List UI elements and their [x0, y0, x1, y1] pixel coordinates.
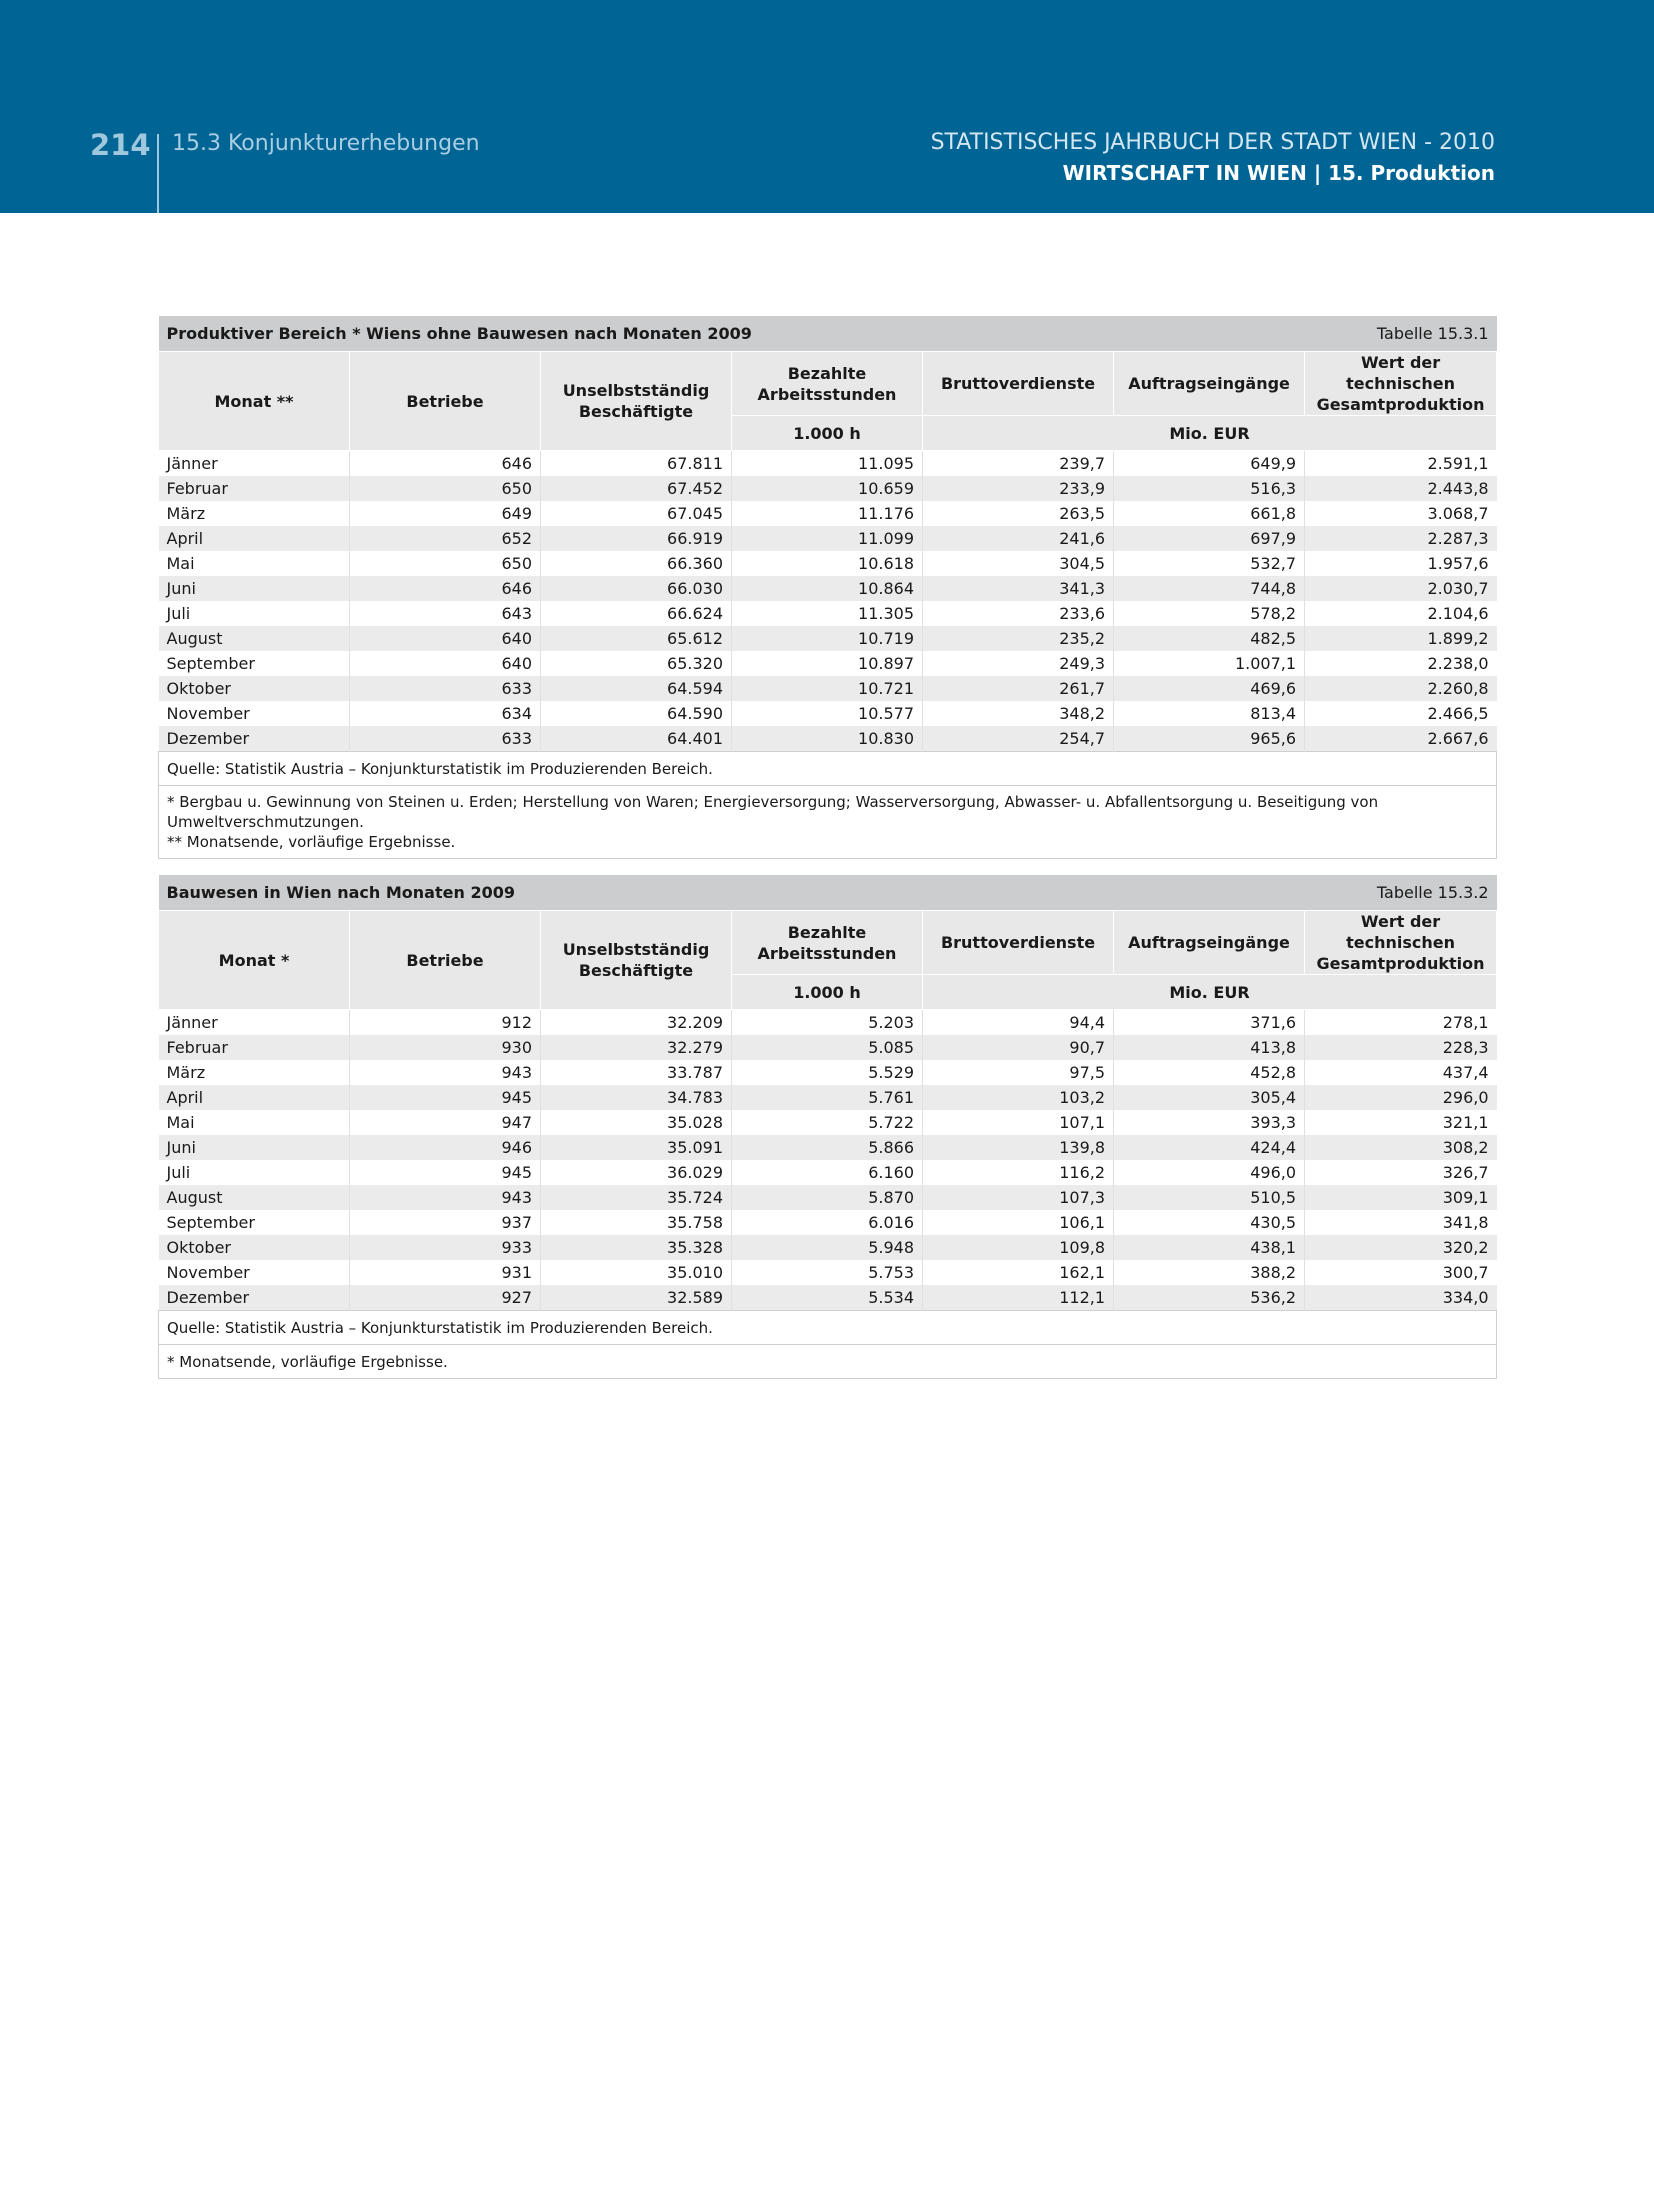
- unit-hours: 1.000 h: [732, 416, 923, 451]
- table-title: Produktiver Bereich * Wiens ohne Bauwesen nach Monaten 2009: [159, 316, 1114, 352]
- col-header-bruttoverdienste: Bruttoverdienste: [923, 352, 1114, 416]
- table-row: [159, 626, 1497, 651]
- unit-hours: 1.000 h: [732, 975, 923, 1010]
- value-cell: 326,7: [1442, 1163, 1489, 1182]
- value-cell: 94,4: [923, 1010, 1114, 1036]
- table-row: [159, 1235, 1497, 1260]
- table-source: Quelle: Statistik Austria – Konjunkturstatistik im Produzierenden Bereich.: [159, 1311, 1497, 1345]
- value-cell: 2.238,0: [1427, 654, 1489, 673]
- footnote-1: * Monatsende, vorläufige Ergebnisse.: [159, 1345, 1497, 1379]
- value-cell: 927: [350, 1285, 541, 1311]
- value-cell: 66.919: [541, 526, 732, 551]
- value-cell: 937: [350, 1210, 541, 1235]
- value-cell: 67.452: [541, 476, 732, 501]
- value-cell: 6.160: [732, 1160, 923, 1185]
- value-cell: 5.870: [732, 1185, 923, 1210]
- value-cell: 646: [350, 576, 541, 601]
- value-cell: 65.612: [541, 626, 732, 651]
- month-cell: März: [159, 1060, 350, 1085]
- month-cell: April: [159, 1085, 350, 1110]
- table-title: Bauwesen in Wien nach Monaten 2009: [159, 875, 1114, 911]
- value-cell: 510,5: [1114, 1185, 1305, 1210]
- month-cell: Mai: [159, 1110, 350, 1135]
- value-cell: 305,4: [1114, 1085, 1305, 1110]
- value-cell: 634: [350, 701, 541, 726]
- value-cell: 263,5: [923, 501, 1114, 526]
- table-source-row: [159, 1311, 1497, 1345]
- month-cell: Jänner: [159, 451, 350, 477]
- table-title-bar: [159, 875, 1497, 911]
- value-cell: 744,8: [1114, 576, 1305, 601]
- value-cell: 90,7: [923, 1035, 1114, 1060]
- month-cell: August: [159, 626, 350, 651]
- value-cell: 64.594: [541, 676, 732, 701]
- value-cell: 1.007,1: [1114, 651, 1305, 676]
- col-header-monat: Monat **: [159, 352, 350, 451]
- value-cell: 5.761: [732, 1085, 923, 1110]
- value-cell: 2.667,6: [1305, 726, 1497, 752]
- col-header-beschaeftigte: Unselbstständig Beschäftigte: [541, 911, 732, 1010]
- value-cell: 652: [350, 526, 541, 551]
- table-number: Tabelle 15.3.1: [1114, 316, 1497, 352]
- value-cell: 139,8: [923, 1135, 1114, 1160]
- value-cell: 348,2: [923, 701, 1114, 726]
- unit-eur: Mio. EUR: [923, 975, 1497, 1010]
- table-row: [159, 1285, 1497, 1311]
- table-footnotes: [159, 786, 1497, 859]
- value-cell: 650: [350, 551, 541, 576]
- col-header-gesamtproduktion: Wert der technischen Gesamtproduktion: [1305, 352, 1497, 416]
- value-cell: 308,2: [1305, 1135, 1497, 1160]
- value-cell: 35.328: [541, 1235, 732, 1260]
- value-cell: 5.529: [732, 1060, 923, 1085]
- month-cell: Juni: [159, 1135, 350, 1160]
- value-cell: 3.068,7: [1427, 504, 1489, 523]
- value-cell: 10.577: [732, 701, 923, 726]
- value-cell: 5.866: [732, 1135, 923, 1160]
- table-row: [159, 451, 1497, 477]
- month-cell: Jänner: [159, 1010, 350, 1036]
- value-cell: 320,2: [1305, 1235, 1497, 1260]
- value-cell: 2.591,1: [1427, 454, 1489, 473]
- value-cell: 650: [350, 476, 541, 501]
- value-cell: 341,3: [923, 576, 1114, 601]
- table-row: [159, 726, 1497, 752]
- value-cell: 2.104,6: [1427, 604, 1489, 623]
- month-cell: August: [159, 1185, 350, 1210]
- value-cell: 32.279: [541, 1035, 732, 1060]
- value-cell: 388,2: [1114, 1260, 1305, 1285]
- book-title: STATISTISCHES JAHRBUCH DER STADT WIEN - 2010: [930, 130, 1495, 155]
- month-cell: Juni: [159, 576, 350, 601]
- table-row: [159, 576, 1497, 601]
- value-cell: 536,2: [1114, 1285, 1305, 1311]
- month-cell: November: [159, 701, 350, 726]
- value-cell: 2.260,8: [1305, 676, 1497, 701]
- value-cell: 341,8: [1442, 1213, 1489, 1232]
- value-cell: 67.811: [541, 451, 732, 477]
- value-cell: 393,3: [1114, 1110, 1305, 1135]
- month-cell: Februar: [159, 1035, 350, 1060]
- value-cell: 930: [350, 1035, 541, 1060]
- month-cell: Mai: [159, 551, 350, 576]
- month-cell: Oktober: [159, 1235, 350, 1260]
- table-15-3-2: [158, 875, 1497, 1379]
- value-cell: 946: [350, 1135, 541, 1160]
- value-cell: 943: [350, 1185, 541, 1210]
- value-cell: 107,3: [923, 1185, 1114, 1210]
- value-cell: 32.589: [541, 1285, 732, 1311]
- table-source: Quelle: Statistik Austria – Konjunkturstatistik im Produzierenden Bereich.: [159, 752, 1497, 786]
- value-cell: 10.721: [732, 676, 923, 701]
- value-cell: 241,6: [923, 526, 1114, 551]
- unit-eur: Mio. EUR: [923, 416, 1497, 451]
- value-cell: 2.287,3: [1305, 526, 1497, 551]
- value-cell: 11.176: [732, 501, 923, 526]
- table-row: [159, 551, 1497, 576]
- col-header-bruttoverdienste: Bruttoverdienste: [923, 911, 1114, 975]
- value-cell: 107,1: [923, 1110, 1114, 1135]
- col-header-betriebe: Betriebe: [350, 911, 541, 1010]
- value-cell: 103,2: [923, 1085, 1114, 1110]
- col-header-betriebe: Betriebe: [350, 352, 541, 451]
- value-cell: 643: [350, 601, 541, 626]
- table-row: [159, 1035, 1497, 1060]
- value-cell: 32.209: [541, 1010, 732, 1036]
- value-cell: 947: [350, 1110, 541, 1135]
- value-cell: 233,9: [923, 476, 1114, 501]
- value-cell: 33.787: [541, 1060, 732, 1085]
- value-cell: 254,7: [923, 726, 1114, 752]
- month-cell: September: [159, 651, 350, 676]
- value-cell: 5.753: [732, 1260, 923, 1285]
- value-cell: 413,8: [1114, 1035, 1305, 1060]
- table-footnote-row: [159, 786, 1497, 859]
- value-cell: 249,3: [923, 651, 1114, 676]
- value-cell: 933: [350, 1235, 541, 1260]
- table-row: [159, 526, 1497, 551]
- value-cell: 516,3: [1114, 476, 1305, 501]
- value-cell: 67.045: [541, 501, 732, 526]
- table-title-bar: [159, 316, 1497, 352]
- value-cell: 65.320: [541, 651, 732, 676]
- table-row: [159, 1010, 1497, 1036]
- value-cell: 64.590: [541, 701, 732, 726]
- value-cell: 640: [350, 626, 541, 651]
- value-cell: 36.029: [541, 1160, 732, 1185]
- value-cell: 296,0: [1305, 1085, 1497, 1110]
- month-cell: Juli: [159, 1160, 350, 1185]
- col-header-gesamtproduktion: Wert der technischen Gesamtproduktion: [1305, 911, 1497, 975]
- table-header-row: [159, 911, 1497, 975]
- table-row: [159, 701, 1497, 726]
- value-cell: 309,1: [1305, 1185, 1497, 1210]
- value-cell: 640: [350, 651, 541, 676]
- value-cell: 496,0: [1114, 1160, 1305, 1185]
- month-cell: Dezember: [159, 1285, 350, 1311]
- table-row: [159, 651, 1497, 676]
- value-cell: 66.030: [541, 576, 732, 601]
- value-cell: 64.401: [541, 726, 732, 752]
- value-cell: 278,1: [1442, 1013, 1489, 1032]
- value-cell: 10.830: [732, 726, 923, 752]
- table-row: [159, 1160, 1497, 1185]
- value-cell: 424,4: [1114, 1135, 1305, 1160]
- value-cell: 2.030,7: [1305, 576, 1497, 601]
- table-row: [159, 601, 1497, 626]
- value-cell: 11.095: [732, 451, 923, 477]
- value-cell: 10.897: [732, 651, 923, 676]
- section-title: 15.3 Konjunkturerhebungen: [172, 131, 480, 156]
- value-cell: 35.028: [541, 1110, 732, 1135]
- month-cell: Februar: [159, 476, 350, 501]
- footnote-1: * Bergbau u. Gewinnung von Steinen u. Erden; Herstellung von Waren; Energieversorgung; Wasserversorgung, Abwasser- u. Abfallentsorgung u. Beseitigung von Umweltverschmutzungen.: [167, 793, 1379, 831]
- value-cell: 931: [350, 1260, 541, 1285]
- value-cell: 646: [350, 451, 541, 477]
- value-cell: 945: [350, 1085, 541, 1110]
- value-cell: 943: [350, 1060, 541, 1085]
- table-header-row: [159, 352, 1497, 416]
- value-cell: 109,8: [923, 1235, 1114, 1260]
- value-cell: 437,4: [1442, 1063, 1489, 1082]
- value-cell: 633: [350, 676, 541, 701]
- value-cell: 34.783: [541, 1085, 732, 1110]
- table-row: [159, 1085, 1497, 1110]
- value-cell: 66.624: [541, 601, 732, 626]
- value-cell: 813,4: [1114, 701, 1305, 726]
- value-cell: 5.085: [732, 1035, 923, 1060]
- value-cell: 469,6: [1114, 676, 1305, 701]
- header-banner: [0, 0, 1654, 213]
- page-number: 214: [90, 128, 151, 162]
- footnote-2: ** Monatsende, vorläufige Ergebnisse.: [167, 833, 456, 851]
- value-cell: 233,6: [923, 601, 1114, 626]
- value-cell: 965,6: [1114, 726, 1305, 752]
- header-divider: [157, 134, 159, 213]
- value-cell: 35.724: [541, 1185, 732, 1210]
- value-cell: 6.016: [732, 1210, 923, 1235]
- value-cell: 430,5: [1114, 1210, 1305, 1235]
- col-header-arbeitsstunden: Bezahlte Arbeitsstunden: [732, 911, 923, 975]
- value-cell: 97,5: [923, 1060, 1114, 1085]
- value-cell: 321,1: [1442, 1113, 1489, 1132]
- value-cell: 1.957,6: [1427, 554, 1489, 573]
- value-cell: 452,8: [1114, 1060, 1305, 1085]
- month-cell: Juli: [159, 601, 350, 626]
- month-cell: März: [159, 501, 350, 526]
- value-cell: 482,5: [1114, 626, 1305, 651]
- value-cell: 235,2: [923, 626, 1114, 651]
- value-cell: 2.466,5: [1427, 704, 1489, 723]
- value-cell: 10.618: [732, 551, 923, 576]
- col-header-monat: Monat *: [159, 911, 350, 1010]
- value-cell: 649,9: [1114, 451, 1305, 477]
- value-cell: 106,1: [923, 1210, 1114, 1235]
- table-row: [159, 476, 1497, 501]
- value-cell: 649: [350, 501, 541, 526]
- table-footnote-row: [159, 1345, 1497, 1379]
- value-cell: 10.659: [732, 476, 923, 501]
- table-row: [159, 676, 1497, 701]
- value-cell: 239,7: [923, 451, 1114, 477]
- value-cell: 334,0: [1305, 1285, 1497, 1311]
- chapter-title: WIRTSCHAFT IN WIEN | 15. Produktion: [1062, 161, 1495, 185]
- value-cell: 5.948: [732, 1235, 923, 1260]
- table-row: [159, 501, 1497, 526]
- col-header-arbeitsstunden: Bezahlte Arbeitsstunden: [732, 352, 923, 416]
- month-cell: Dezember: [159, 726, 350, 752]
- value-cell: 162,1: [923, 1260, 1114, 1285]
- value-cell: 11.305: [732, 601, 923, 626]
- value-cell: 5.203: [732, 1010, 923, 1036]
- table-row: [159, 1185, 1497, 1210]
- table-15-3-1: [158, 316, 1497, 859]
- col-header-auftragseingaenge: Auftragseingänge: [1114, 352, 1305, 416]
- value-cell: 304,5: [923, 551, 1114, 576]
- value-cell: 438,1: [1114, 1235, 1305, 1260]
- value-cell: 5.722: [732, 1110, 923, 1135]
- table-row: [159, 1210, 1497, 1235]
- value-cell: 5.534: [732, 1285, 923, 1311]
- month-cell: November: [159, 1260, 350, 1285]
- col-header-auftragseingaenge: Auftragseingänge: [1114, 911, 1305, 975]
- value-cell: 532,7: [1114, 551, 1305, 576]
- value-cell: 10.719: [732, 626, 923, 651]
- value-cell: 10.864: [732, 576, 923, 601]
- value-cell: 228,3: [1305, 1035, 1497, 1060]
- value-cell: 697,9: [1114, 526, 1305, 551]
- value-cell: 11.099: [732, 526, 923, 551]
- month-cell: September: [159, 1210, 350, 1235]
- table-number: Tabelle 15.3.2: [1114, 875, 1497, 911]
- value-cell: 35.010: [541, 1260, 732, 1285]
- value-cell: 578,2: [1114, 601, 1305, 626]
- value-cell: 633: [350, 726, 541, 752]
- table-row: [159, 1060, 1497, 1085]
- table-row: [159, 1110, 1497, 1135]
- value-cell: 661,8: [1114, 501, 1305, 526]
- table-source-row: [159, 752, 1497, 786]
- value-cell: 912: [350, 1010, 541, 1036]
- value-cell: 1.899,2: [1305, 626, 1497, 651]
- value-cell: 945: [350, 1160, 541, 1185]
- value-cell: 116,2: [923, 1160, 1114, 1185]
- value-cell: 35.758: [541, 1210, 732, 1235]
- table-row: [159, 1135, 1497, 1160]
- value-cell: 112,1: [923, 1285, 1114, 1311]
- value-cell: 261,7: [923, 676, 1114, 701]
- value-cell: 300,7: [1442, 1263, 1489, 1282]
- month-cell: Oktober: [159, 676, 350, 701]
- month-cell: April: [159, 526, 350, 551]
- value-cell: 35.091: [541, 1135, 732, 1160]
- table-row: [159, 1260, 1497, 1285]
- col-header-beschaeftigte: Unselbstständig Beschäftigte: [541, 352, 732, 451]
- value-cell: 371,6: [1114, 1010, 1305, 1036]
- value-cell: 2.443,8: [1305, 476, 1497, 501]
- value-cell: 66.360: [541, 551, 732, 576]
